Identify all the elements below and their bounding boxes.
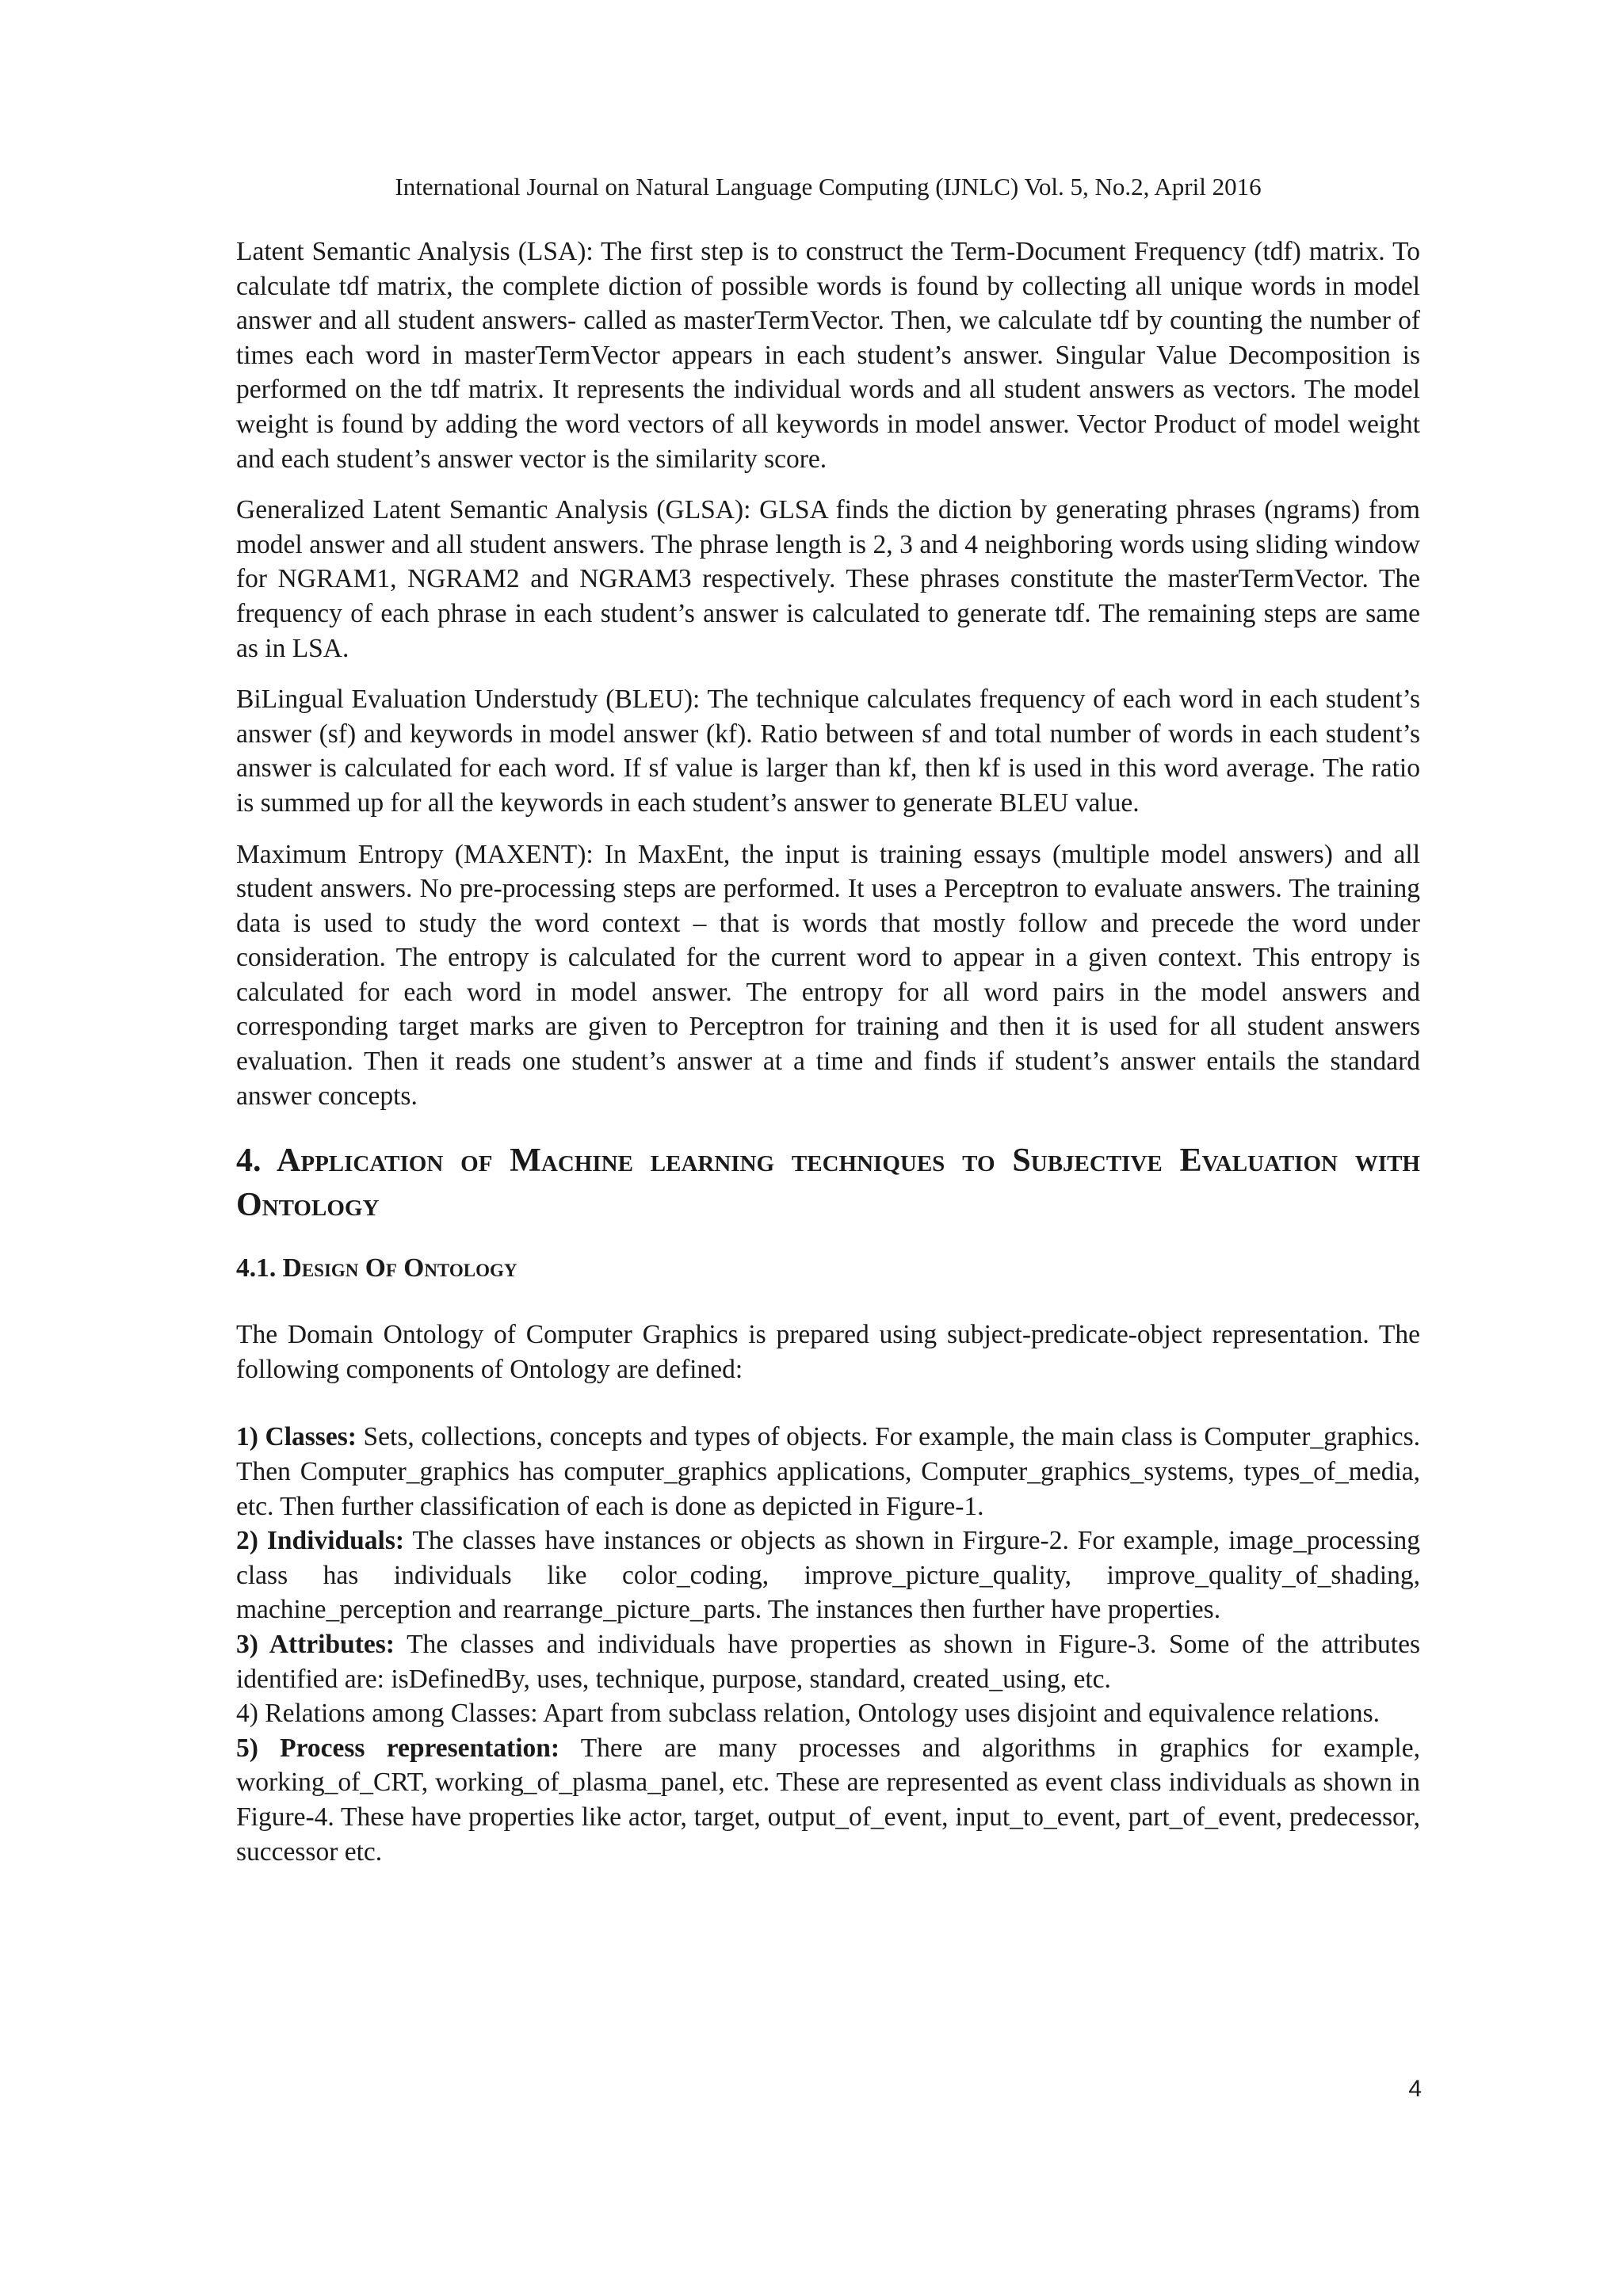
list-item-individuals-text: The classes have instances or objects as shown in Firgure-2. For example, image_processing class has individuals like color_coding, improve_picture_quality, improve_quality_of_shading, machine_perception and rearrange_picture_parts. The instances then further have properties. [236,1526,1420,1625]
list-item-individuals [236,1524,1420,1627]
list-item-attributes-term: 3) Attributes: [236,1630,395,1659]
section-4-heading-text: 4. Application of Machine learning techniques to Subjective Evaluation with Ontology [236,1142,1420,1224]
list-item-attributes-text: The classes and individuals have properties as shown in Figure-3. Some of the attributes identified are: isDefinedBy, uses, technique, purpose, standard, created_using, etc. [236,1630,1421,1694]
list-item-individuals-term: 2) Individuals: [236,1526,405,1556]
paragraph-lsa: Latent Semantic Analysis (LSA): The first step is to construct the Term-Document Frequency (tdf) matrix. To calculate tdf matrix, the complete diction of possible words is found by collecting all unique words in model answer and all student answers- called as masterTermVector. Then, we calculate tdf by counting the number of times each word in masterTermVector appears in each student’s answer. Singular Value Decomposition is performed on the tdf matrix. It represents the individual words and all student answers as vectors. The model weight is found by adding the word vectors of all keywords in model answer. Vector Product of model weight and each student’s answer vector is the similarity score. [236,237,1420,474]
paragraph-glsa: Generalized Latent Semantic Analysis (GLSA): GLSA finds the diction by generating phrases (ngrams) from model answer and all student answers. The phrase length is 2, 3 and 4 neighboring words using sliding window for NGRAM1, NGRAM2 and NGRAM3 respectively. These phrases constitute the masterTermVector. The frequency of each phrase in each student’s answer is calculated to generate tdf. The remaining steps are same as in LSA. [236,495,1420,663]
section-4-heading [236,1138,1420,1227]
paragraph-bleu: BiLingual Evaluation Understudy (BLEU): The technique calculates frequency of each word in each student’s answer (sf) and keywords in model answer (kf). Ratio between sf and total number of words in each student’s answer is calculated for each word. If sf value is larger than kf, then kf is used in this word average. The ratio is summed up for all the keywords in each student’s answer to generate BLEU value. [236,685,1420,818]
list-item-classes-text: Sets, collections, concepts and types of objects. For example, the main class is Computer_graphics. Then Computer_graphics has computer_graphics applications, Computer_graphics_systems, types_of_media, etc. Then further classification of each is done as depicted in Figure-1. [236,1422,1420,1521]
list-item-process-representation [236,1731,1420,1869]
running-head: International Journal on Natural Language Computing (IJNLC) Vol. 5, No.2, April 2016 [395,173,1262,200]
paragraph-maxent: Maximum Entropy (MAXENT): In MaxEnt, the input is training essays (multiple model answers) and all student answers. No pre-processing steps are performed. It uses a Perceptron to evaluate answers. The training data is used to study the word context – that is words that mostly follow and precede the word under consideration. The entropy is calculated for the current word to appear in a given context. This entropy is calculated for each word in model answer. The entropy for all word pairs in the model answers and corresponding target marks are given to Perceptron for training and then it is used for all student answers evaluation. Then it reads one student’s answer at a time and finds if student’s answer entails the standard answer concepts. [236,839,1420,1111]
ontology-intro-paragraph: The Domain Ontology of Computer Graphics is prepared using subject-predicate-object representation. The following components of Ontology are defined: [236,1320,1420,1384]
page-number: 4 [1408,2076,1422,2102]
list-item-relations-text: 4) Relations among Classes: Apart from subclass relation, Ontology uses disjoint and equivalence relations. [236,1699,1381,1729]
list-item-process-representation-text: There are many processes and algorithms in graphics for example, working_of_CRT, working_of_plasma_panel, etc. These are represented as event class individuals as shown in Figure-4. These have properties like actor, target, output_of_event, input_to_event, part_of_event, predecessor, successor etc. [236,1733,1420,1867]
list-item-classes-term: 1) Classes: [236,1422,357,1452]
page-body [236,235,1420,1869]
list-item-classes [236,1420,1420,1524]
list-item-process-representation-term: 5) Process representation: [236,1733,560,1763]
list-item-attributes [236,1627,1420,1696]
list-item-relations [236,1696,1420,1731]
section-4-1-heading [236,1251,1420,1286]
section-4-1-heading-text: 4.1. Design Of Ontology [236,1253,517,1283]
